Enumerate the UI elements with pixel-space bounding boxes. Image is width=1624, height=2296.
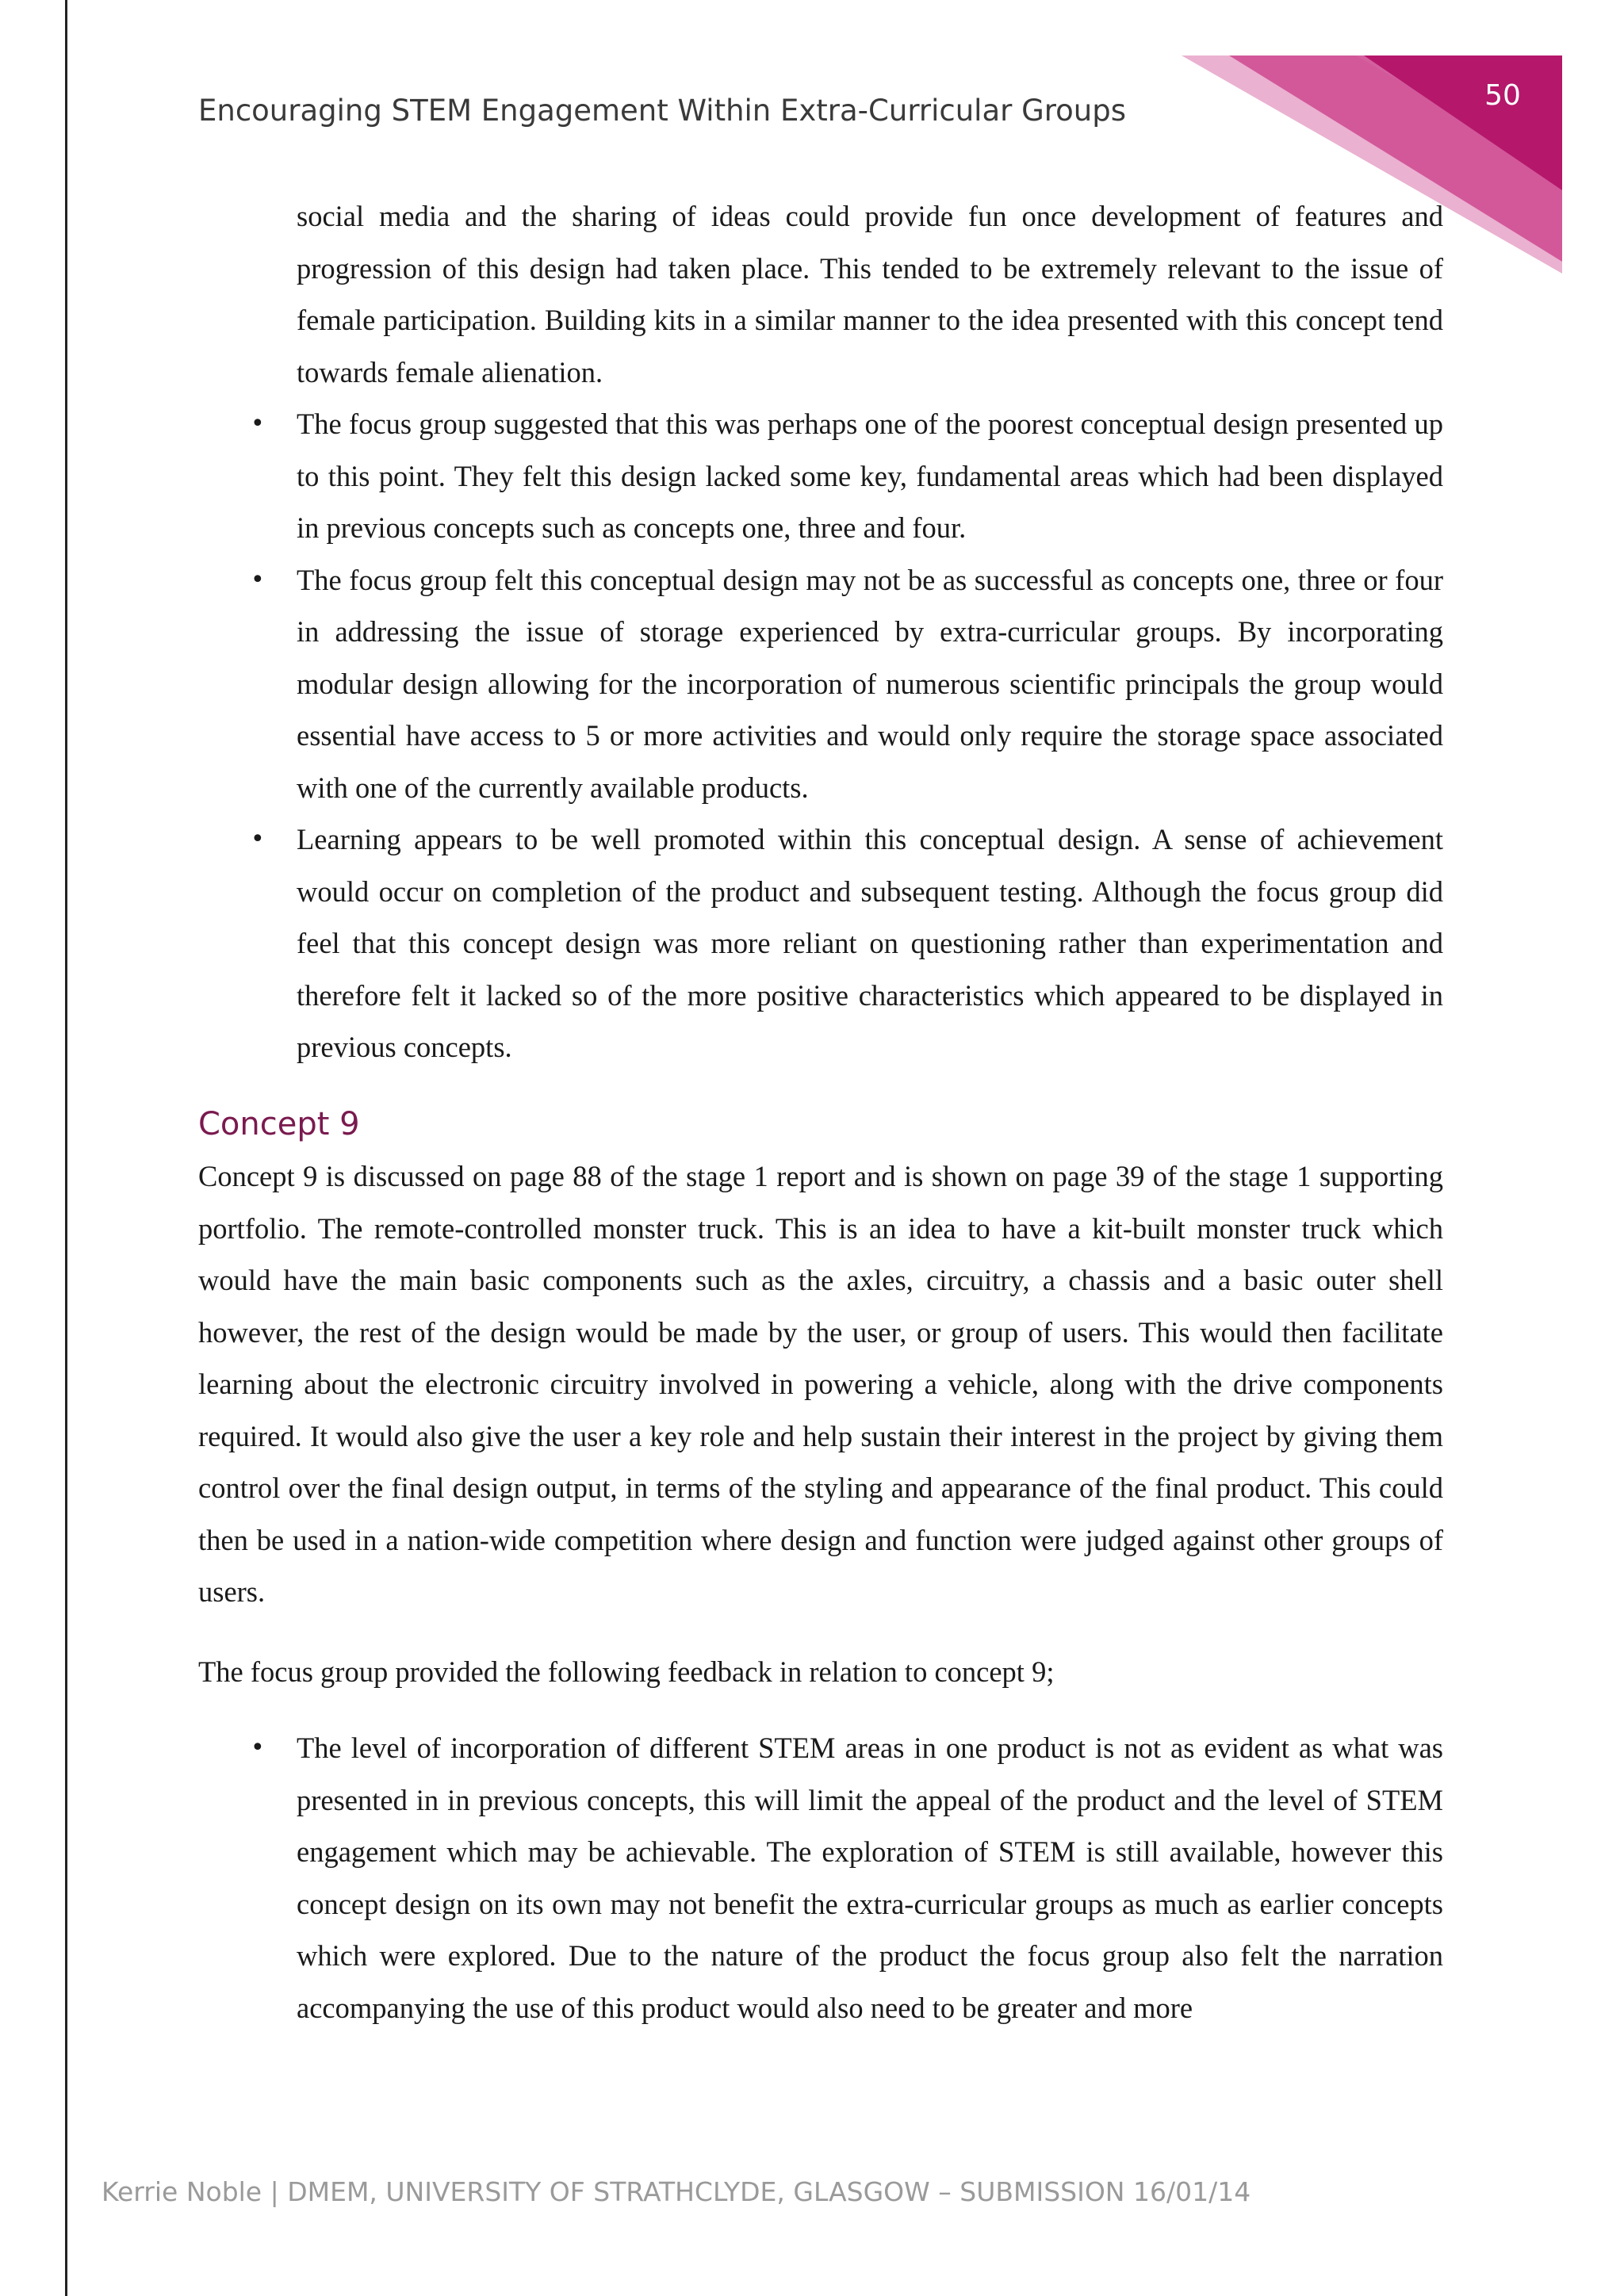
list-item-text: The focus group felt this conceptual design may not be as successful as concepts one, three or four in addressing the issue of storage experienced by extra-curricular groups. By incorporating modular design allowing for the incorporation of numerous scientific principals the group would essential have access to 5 or more activities and would only require the storage space associated with one of the currently available products.	[297, 563, 1443, 804]
feedback-intro-text: The focus group provided the following feedback in relation to concept 9;	[198, 1655, 1055, 1688]
continuation-paragraph	[297, 190, 1443, 398]
list-item	[198, 398, 1443, 554]
bullet-icon: •	[251, 1734, 265, 1762]
concept-9-paragraph	[198, 1150, 1443, 1618]
list-item	[198, 1722, 1443, 2034]
bullet-icon: •	[251, 565, 265, 594]
running-header-title: Encouraging STEM Engagement Within Extra-Curricular Groups	[198, 94, 1127, 128]
list-item-text: Learning appears to be well promoted within this conceptual design. A sense of achievement would occur on completion of the product and subsequent testing. Although the focus group did feel that this concept design was more reliant on questioning rather than experimentation and therefore felt it lacked so of the more positive characteristics which appeared to be displayed in previous concepts.	[297, 823, 1443, 1063]
list-item	[198, 813, 1443, 1073]
left-margin-rule	[65, 0, 67, 2296]
section-heading-concept-9: Concept 9	[198, 1106, 360, 1142]
page-footer: Kerrie Noble | DMEM, UNIVERSITY OF STRATHCLYDE, GLASGOW – SUBMISSION 16/01/14	[102, 2176, 1251, 2207]
page-number: 50	[1484, 79, 1521, 112]
continuation-text: social media and the sharing of ideas could provide fun once development of features and progression of this design had taken place. This tended to be extremely relevant to the issue of female participation. Building kits in a similar manner to the idea presented with this concept tend towards female alienation.	[297, 200, 1443, 388]
feedback-list-previous	[198, 398, 1443, 1073]
bullet-icon: •	[251, 825, 265, 853]
feedback-intro	[198, 1646, 1443, 1698]
list-item	[198, 554, 1443, 814]
feedback-list-concept-9	[198, 1722, 1443, 2034]
list-item-text: The focus group suggested that this was perhaps one of the poorest conceptual design presented up to this point. They felt this design lacked some key, fundamental areas which had been displayed in previous concepts such as concepts one, three and four.	[297, 408, 1443, 544]
list-item-text: The level of incorporation of different STEM areas in one product is not as evident as what was presented in in previous concepts, this will limit the appeal of the product and the level of STEM engagement which may be achievable. The exploration of STEM is still available, however this concept design on its own may not benefit the extra-curricular groups as much as earlier concepts which were explored. Due to the nature of the product the focus group also felt the narration accompanying the use of this product would also need to be greater and more	[297, 1732, 1443, 2024]
concept-9-text: Concept 9 is discussed on page 88 of the stage 1 report and is shown on page 39 of the stage 1 supporting portfolio. The remote-controlled monster truck. This is an idea to have a kit-built monster truck which would have the main basic components such as the axles, circuitry, a chassis and a basic outer shell however, the rest of the design would be made by the user, or group of users. This would then facilitate learning about the electronic circuitry involved in powering a vehicle, along with the drive components required. It would also give the user a key role and help sustain their interest in the project by giving them control over the final design output, in terms of the styling and appearance of the final product. This could then be used in a nation-wide competition where design and function were judged against other groups of users.	[198, 1160, 1443, 1608]
bullet-icon: •	[251, 410, 265, 438]
